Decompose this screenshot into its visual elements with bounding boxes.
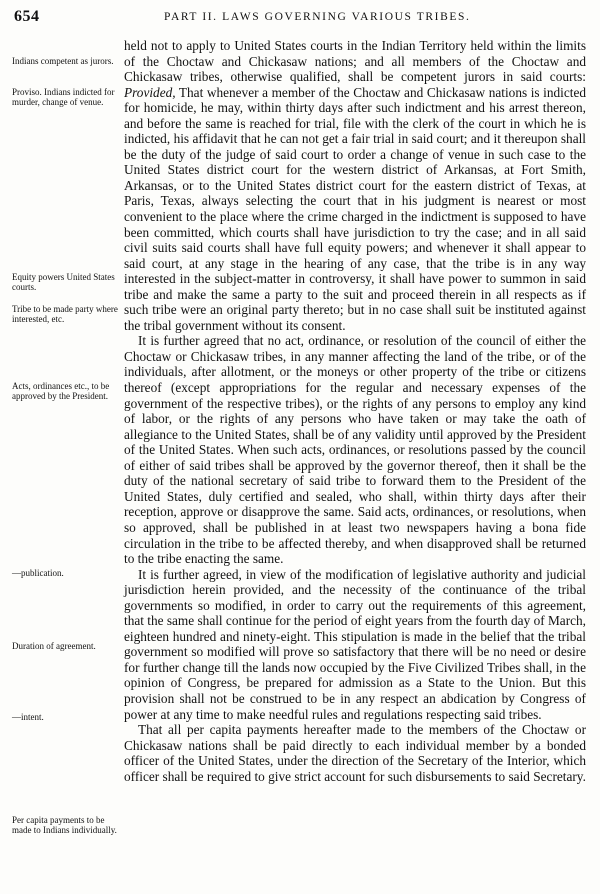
margin-note-proviso-venue: Proviso. Indians indicted for murder, change of venue. — [12, 87, 115, 107]
body-text — [124, 38, 586, 784]
margin-note-per-capita: Per capita payments to be made to Indians individually. — [12, 815, 117, 835]
paragraph-courts-jurors — [124, 38, 586, 333]
page-header — [14, 8, 586, 28]
paragraph-duration: It is further agreed, in view of the modification of legislative authority and judicial jurisdiction herein provided, and the necessity of the continuance of the tribal governments so modified, in order to carry out the requirements of this agreement, that the same shall continue for the period of eight years from the fourth day of March, eighteen hundred and ninety-eight. This stipulation is made in the belief that the tribal government so modified will prove so satisfactory that there will be no need or desire for further change till the lands now occupied by the Five Civilized Tribes shall, in the opinion of Congress, be prepared for admission as a State to the Union. But this provision shall not be construed to be in any respect an abdication by Congress of power at any time to make needful rules and regulations respecting said tribes. — [124, 566, 586, 722]
page-number: 654 — [14, 8, 40, 25]
paragraph-text: That whenever a member of the Choctaw and Chickasaw nations is indicted for homicide, he may, within thirty days after such indictment and his arrest thereon, and before the same is reached for trial, file with the clerk of the court in which he is indicted, his affidavit that he can not get a fair trial in said court; and it thereupon shall be the duty of the judge of said court to order a change of venue in such case to the United States district court for the western district of Arkansas, at Fort Smith, Arkansas, or to the United States district court for the eastern district of Texas, at Paris, Texas, always selecting the court that in his judgment is nearest or most convenient to the place where the crime charged in the indictment is supposed to have been committed, which courts shall have jurisdiction to try the case; and in all said civil suits said courts shall have full equity powers; and whenever it shall appear to said court, at any stage in the hearing of any case, that the tribe is in any way interested in the subject-matter in controversy, it shall have power to summon in said tribe and make the same a party to the suit and proceed therein in all respects as if such tribe were an original party thereto; but in no case shall suit be instituted against the tribal government without its consent. — [124, 84, 586, 333]
margin-note-intent: —intent. — [12, 712, 44, 722]
margin-note-equity-powers: Equity powers United States courts. — [12, 272, 115, 292]
margin-note-duration: Duration of agreement. — [12, 641, 96, 651]
paragraph-acts-ordinances: It is further agreed that no act, ordinance, or resolution of the council of either the Choctaw or Chickasaw tribes, in any manner affecting the land of the tribe, or of the individuals, after allotment, or the moneys or other property of the tribe or citizens thereof (except appropriations for the regular and necessary expenses of the government of the respective tribes), or the rights of any persons to employ any kind of labor, or the rights of any persons who have taken or may take the oath of allegiance to the United States, shall be of any validity until approved by the President of the United States. When such acts, ordinances, or resolutions passed by the council of either of said tribes shall be approved by the governor thereof, then it shall be the duty of the national secretary of said tribe to forward them to the President of the United States, duly certified and sealed, who shall, within thirty days after their reception, approve or disapprove the same. Said acts, ordinances, or resolutions, when so approved, shall be published in at least two newspapers having a bona fide circulation in the tribe to be affected thereby, and when disapproved shall be returned to the tribe enacting the same. — [124, 333, 586, 567]
proviso-word: Provided, — [124, 84, 176, 100]
margin-note-acts-approved: Acts, ordinances etc., to be approved by the President. — [12, 381, 110, 401]
running-head: PART II. LAWS GOVERNING VARIOUS TRIBES. — [164, 11, 471, 23]
margin-note-publication: —publication. — [12, 568, 64, 578]
paragraph-per-capita: That all per capita payments hereafter made to the members of the Choctaw or Chickasaw nations shall be paid directly to each individual member by a bonded officer of the United States, under the direction of the Secretary of the Interior, which officer shall be required to give strict account for such disbursements to said Secretary. — [124, 722, 586, 784]
margin-note-jurors: Indians competent as jurors. — [12, 56, 114, 66]
paragraph-text: held not to apply to United States courts in the Indian Territory held within the limits of the Choctaw and Chickasaw nations; and all members of the Choctaw and Chickasaw tribes, otherwise qualified, shall be competent jurors in said courts: — [124, 38, 586, 85]
margin-note-tribe-party: Tribe to be made party where interested, etc. — [12, 304, 118, 324]
